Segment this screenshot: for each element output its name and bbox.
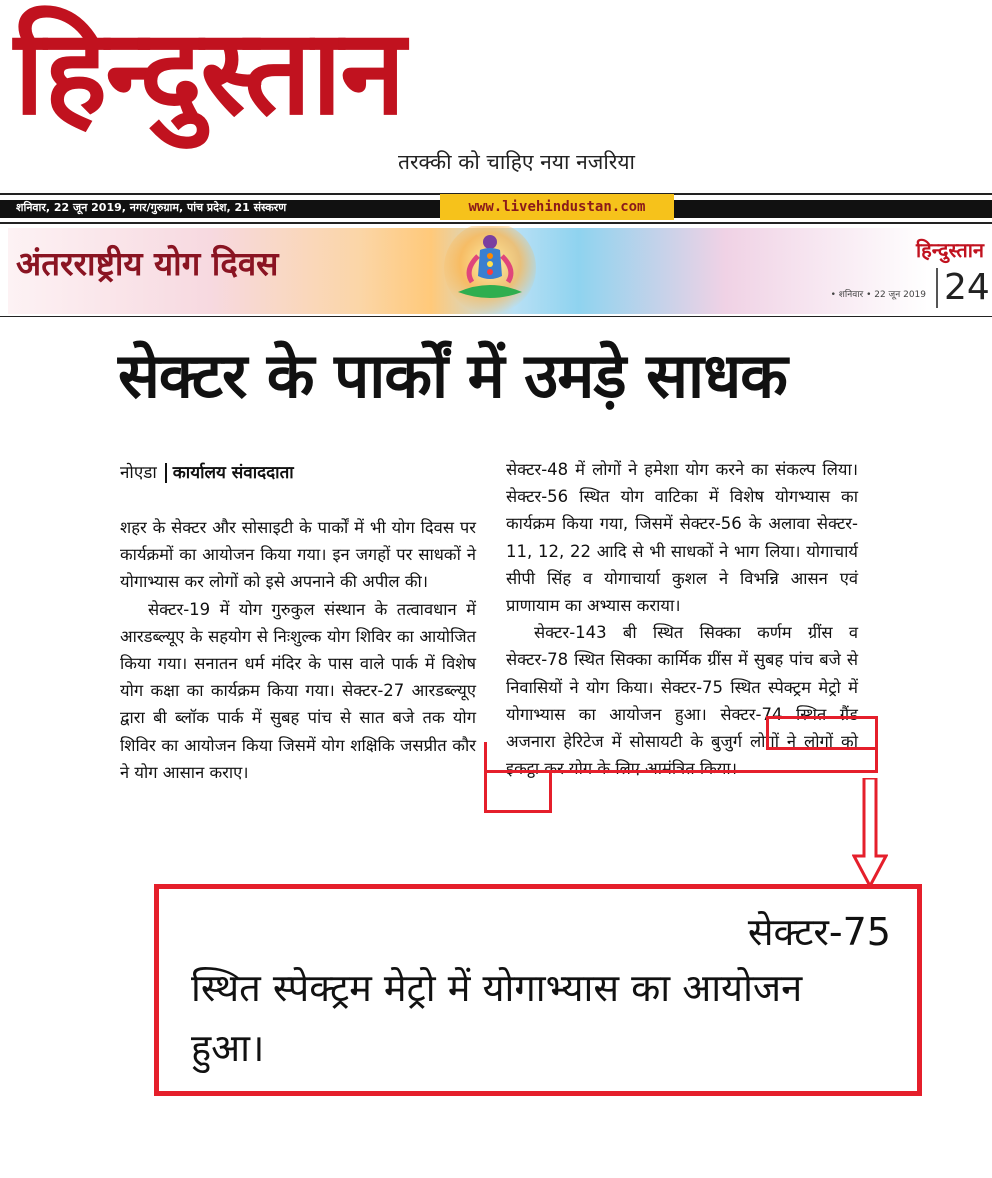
callout-line: हुआ। bbox=[191, 1026, 265, 1070]
highlight-box bbox=[484, 742, 878, 773]
newspaper-logo: हिन्दुस्तान bbox=[14, 3, 404, 141]
dateline: शनिवार, 22 जून 2019, नगर/गुरुग्राम, पांच प्रदेश, 21 संस्करण bbox=[16, 201, 287, 214]
highlight-box bbox=[484, 770, 552, 813]
article-headline: सेक्टर के पार्कों में उमड़े साधक bbox=[118, 339, 787, 412]
arrow-down-icon bbox=[852, 778, 888, 888]
page-date: • शनिवार • 22 जून 2019 bbox=[830, 290, 926, 300]
callout-line: सेक्टर-75 bbox=[747, 910, 891, 954]
paragraph: सेक्टर-19 में योग गुरुकुल संस्थान के तत्वावधान में आरडब्ल्यूए के सहयोग से निःशुल्क योग शिविर का आयोजित किया गया। सनातन धर्म मंदिर के पास वाले पार्क में विशेष योग कक्षा का कार्यक्रम किया गया। सेक्टर-27 आरडब्ल्यूए द्वारा बी ब्लॉक पार्क में सुबह पांच से सात बजे तक योग शिविर का आयोजन किया जिसमें योग शक्षिकि जसप्रीत कौर ने योग आसान कराए। bbox=[120, 599, 476, 782]
byline-reporter: कार्यालय संवाददाता bbox=[172, 463, 294, 483]
quote-callout bbox=[154, 884, 922, 1096]
website-url[interactable]: www.livehindustan.com bbox=[440, 194, 674, 220]
paragraph: सेक्टर-48 में लोगों ने हमेशा योग करने का संकल्प लिया। सेक्टर-56 स्थित योग वाटिका में विशेष योगभ्यास का कार्यक्रम किया गया, जिसमें सेक्टर-56 के अलावा सेक्टर- 11, 12, 22 आदि से भी साधकों ने भाग लिया। योगाचार्य सीपी सिंह व योगाचार्या कुशल ने विभन्नि आसन एवं प्राणायाम का अभ्यास कराया। bbox=[506, 460, 858, 616]
article-column-left bbox=[120, 514, 476, 786]
divider bbox=[0, 316, 992, 317]
section-title: अंतरराष्ट्रीय योग दिवस bbox=[16, 244, 279, 283]
page-number: 24 bbox=[936, 268, 992, 308]
paragraph: शहर के सेक्टर और सोसाइटी के पार्कों में भी योग दिवस पर कार्यक्रमों का आयोजन किया गया। इन जगहों पर साधकों ने योगाभ्यास कर लोगों को इसे अपनाने की अपील की। bbox=[120, 518, 476, 592]
byline-place: नोएडा bbox=[120, 463, 167, 483]
tagline: तरक्की को चाहिए नया नजरिया bbox=[398, 150, 635, 174]
callout-line: स्थित स्पेक्ट्रम मेट्रो में योगाभ्यास का आयोजन bbox=[191, 966, 803, 1010]
divider bbox=[0, 222, 992, 224]
yoga-meditation-icon bbox=[420, 226, 560, 318]
page-logo: हिन्दुस्तान bbox=[915, 238, 984, 262]
byline bbox=[120, 460, 294, 483]
paragraph: सेक्टर-143 बी स्थित सिक्का कर्णम ग्रींस व सेक्टर-78 स्थित सिक्का कार्मिक ग्रींस में सुबह पांच बजे से निवासियों ने योग किया। सेक्टर-75 स्थित स्पेक्ट्रम मेट्रो में योगाभ्यास का आयोजन हुआ। सेक्टर-74 स्थित ग्रैंड अजनारा हेरिटेज में सोसायटी के बुजुर्ग लोगों ने लोगों को इकट्ठा कर योग के लिए आमंत्रित किया। bbox=[506, 623, 858, 779]
